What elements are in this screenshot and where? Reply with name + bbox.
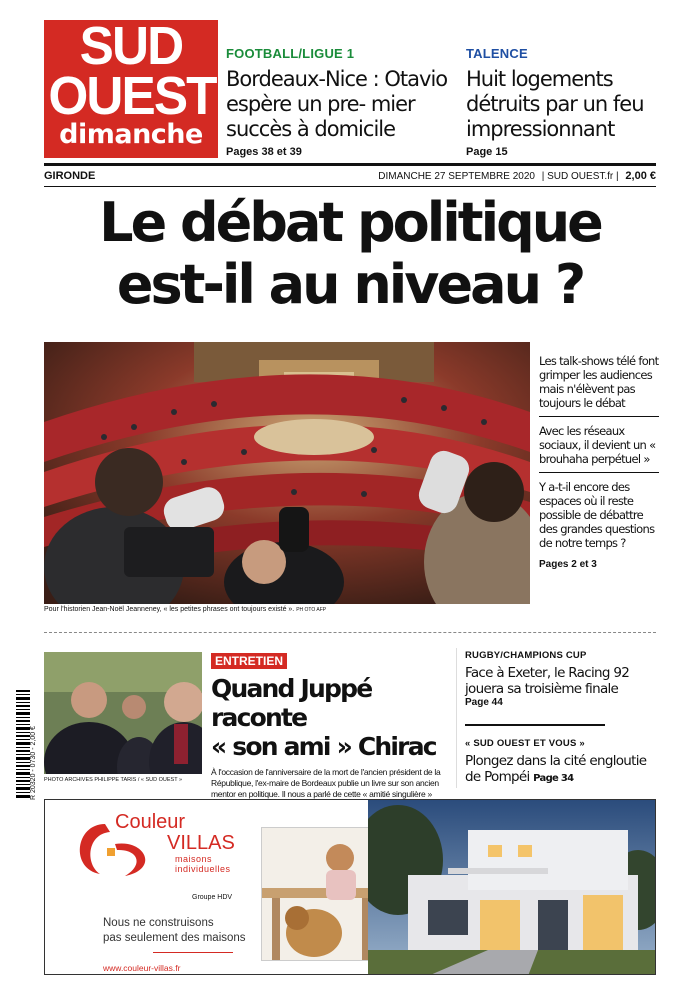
ad-group: Groupe HDV xyxy=(192,894,233,901)
teaser-kicker: FOOTBALL/LIGUE 1 xyxy=(226,46,355,61)
juppe-photo-caption: PHOTO ARCHIVES PHILIPPE TARIS / « SUD OUEST » xyxy=(44,777,183,783)
logo-line-1: SUD xyxy=(79,16,183,76)
sud-ouest-dimanche-logo[interactable] xyxy=(44,16,218,158)
teaser-headline: Huit logements détruits par un feu impressionnant xyxy=(466,67,644,141)
ad-brand-line-1: Couleur xyxy=(115,811,186,833)
hemicycle-illustration xyxy=(44,342,530,604)
teaser-pages: Page 15 xyxy=(466,146,508,158)
teaser-pages: Pages 38 et 39 xyxy=(226,146,302,158)
ad-house-photo xyxy=(368,800,656,975)
main-headline-line-2: est-il au niveau ? xyxy=(116,253,584,316)
main-headline[interactable] xyxy=(20,192,680,316)
juppe-chirac-illustration xyxy=(44,652,202,774)
modern-house-illustration xyxy=(368,800,656,975)
section-divider xyxy=(44,632,656,633)
interview-headline-line-2: « son ami » Chirac xyxy=(211,732,436,761)
ad-slogan-line-2: pas seulement des maisons xyxy=(103,932,246,944)
ad-brand-line-2: VILLAS xyxy=(167,832,235,854)
photo-credit: PH OTO AFP xyxy=(296,607,327,613)
logo-line-2: OUEST xyxy=(48,66,216,126)
interview-headline-line-1: Quand Juppé raconte xyxy=(211,674,372,732)
caption-text: Pour l'historien Jean-Noël Jeanneney, « les petites phrases ont toujours existé ». xyxy=(44,606,295,613)
barcode-text: R 20320 - 0730 - 2,00 € xyxy=(30,726,37,800)
teaser-football[interactable] xyxy=(226,46,451,158)
ad-slogan-line-1: Nous ne construisons xyxy=(103,917,214,929)
main-photo-caption xyxy=(44,606,326,613)
main-headline-line-1: Le débat politique xyxy=(99,191,601,254)
rugby-kicker: RUGBY/CHAMPIONS CUP xyxy=(465,650,587,661)
site-label: | SUD OUEST.fr | xyxy=(541,171,619,182)
ad-subtitle-line-1: maisons xyxy=(175,854,213,864)
interview-headline xyxy=(211,674,451,761)
teaser-kicker: TALENCE xyxy=(466,46,528,61)
sidebar-pages: Pages 2 et 3 xyxy=(539,559,597,570)
sidebar-item[interactable]: Avec les réseaux sociaux, il devient un « brouhaha perpétuel » xyxy=(539,424,659,473)
main-photo-assembly[interactable] xyxy=(44,342,530,604)
barcode-icon xyxy=(16,690,30,798)
pompei-teaser[interactable] xyxy=(465,738,665,787)
dateline xyxy=(44,170,656,182)
teaser-talence[interactable] xyxy=(466,46,681,158)
interview-article[interactable] xyxy=(211,652,451,815)
couleur-villas-ad[interactable] xyxy=(44,799,656,975)
region-label: GIRONDE xyxy=(44,170,96,182)
interview-badge: ENTRETIEN xyxy=(211,653,287,669)
main-story-sidebar xyxy=(539,354,659,570)
interview-body: À l'occasion de l'anniversaire de la mort de l'ancien président de la République, l'ex-maire de Bordeaux publie un livre sur son ancien mentor en politique. Il nous a parlé de cette « amitié singulière » xyxy=(211,767,441,799)
rugby-pages: Page 44 xyxy=(465,697,503,708)
column-divider xyxy=(456,648,457,788)
pompei-headline xyxy=(465,753,665,787)
rugby-teaser[interactable] xyxy=(465,650,665,708)
issue-date: DIMANCHE 27 SEPTEMBRE 2020 xyxy=(378,171,535,182)
logo-line-3: dimanche xyxy=(59,119,203,150)
pompei-pages: Page 34 xyxy=(533,773,574,784)
ad-subtitle-line-2: individuelles xyxy=(175,864,231,874)
sidebar-item[interactable]: Y a-t-il encore des espaces où il reste possible de débattre des grandes questions de notre temps ? xyxy=(539,480,655,550)
rugby-headline: Face à Exeter, le Racing 92 jouera sa troisième finale xyxy=(465,665,630,697)
ad-url[interactable]: www.couleur-villas.fr xyxy=(103,963,181,973)
juppe-chirac-photo[interactable] xyxy=(44,652,202,774)
issue-price: 2,00 € xyxy=(625,170,656,182)
ad-red-line xyxy=(153,952,233,953)
ad-slogan xyxy=(103,916,246,946)
pompei-kicker: « SUD OUEST ET VOUS » xyxy=(465,738,585,749)
pompei-headline-text: Plongez dans la cité engloutie de Pompéi xyxy=(465,753,647,785)
sidebar-item[interactable]: Les talk-shows télé font grimper les audiences mais n'élèvent pas toujours le débat xyxy=(539,354,659,417)
right-column-separator xyxy=(465,724,605,726)
masthead-rule xyxy=(44,163,656,166)
dateline-rule xyxy=(44,186,656,187)
ad-subtitle xyxy=(175,854,231,874)
teaser-headline: Bordeaux-Nice : Otavio espère un pre- mier succès à domicile xyxy=(226,67,448,141)
